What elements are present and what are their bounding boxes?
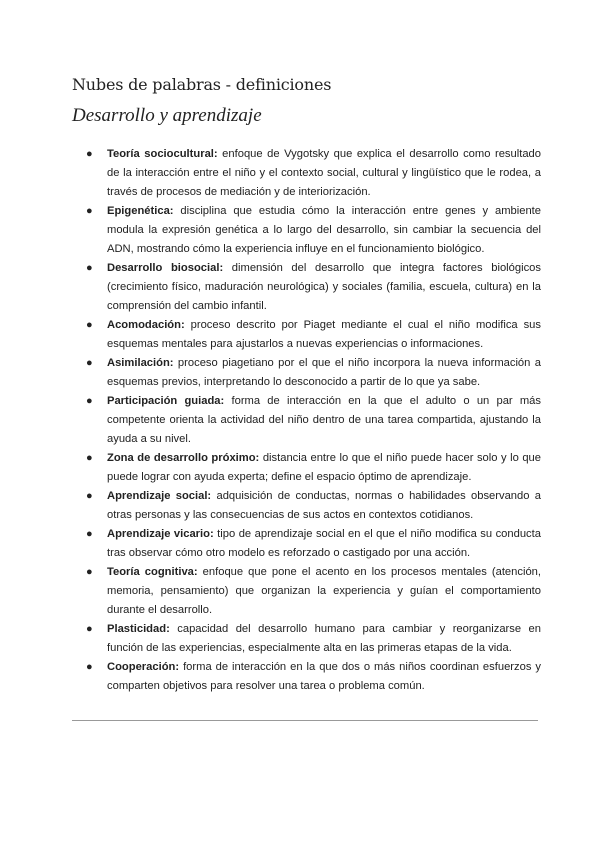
bullet-icon: ● bbox=[86, 395, 93, 407]
bullet-icon: ● bbox=[86, 661, 93, 673]
definition-text: forma de interacción en la que el adulto o un par más competente orienta la actividad del niño dentro de una tarea compartida, ajustando la ayuda a su nivel. bbox=[107, 395, 541, 445]
definition-text: enfoque de Vygotsky que explica el desarrollo como resultado de la interacción entre el niño y el contexto social, cultural y lingüístico que le rodea, a través de procesos de mediación y de interiorización. bbox=[107, 148, 542, 198]
definition-term: Zona de desarrollo próximo: bbox=[107, 452, 260, 464]
definition-term: Desarrollo biosocial: bbox=[107, 262, 224, 274]
definition-term: Aprendizaje social: bbox=[107, 490, 212, 502]
definition-text: adquisición de conductas, normas o habilidades observando a otras personas y las consecuencias de sus actos en contextos cotidianos. bbox=[107, 490, 541, 521]
definition-term: Participación guiada: bbox=[107, 395, 225, 407]
page-title: Nubes de palabras - definiciones bbox=[72, 75, 332, 94]
bullet-icon: ● bbox=[86, 319, 93, 331]
definition-term: Asimilación: bbox=[107, 357, 174, 369]
definition-list bbox=[86, 145, 541, 696]
list-item bbox=[86, 563, 541, 620]
list-item bbox=[86, 316, 541, 354]
bullet-icon: ● bbox=[86, 357, 93, 369]
definition-term: Teoría cognitiva: bbox=[107, 566, 198, 578]
bullet-icon: ● bbox=[86, 566, 93, 578]
definition-term: Plasticidad: bbox=[107, 623, 170, 635]
bullet-icon: ● bbox=[86, 528, 93, 540]
definition-term: Teoría sociocultural: bbox=[107, 148, 218, 160]
section-subtitle: Desarrollo y aprendizaje bbox=[72, 105, 262, 126]
definition-term: Aprendizaje vicario: bbox=[107, 528, 214, 540]
list-item bbox=[86, 658, 541, 696]
list-item bbox=[86, 392, 541, 449]
list-item bbox=[86, 259, 541, 316]
list-item bbox=[86, 449, 541, 487]
bullet-icon: ● bbox=[86, 205, 93, 217]
definition-text: proceso piagetiano por el que el niño incorpora la nueva información a esquemas previos, interpretando lo desconocido a partir de lo que ya sabe. bbox=[107, 357, 541, 388]
list-item bbox=[86, 354, 541, 392]
bullet-icon: ● bbox=[86, 452, 93, 464]
definition-text: dimensión del desarrollo que integra factores biológicos (crecimiento físico, maduración neurológica) y sociales (familia, escuela, cultura) en la comprensión del cambio infantil. bbox=[107, 262, 541, 312]
definition-text: capacidad del desarrollo humano para cambiar y reorganizarse en función de las experiencias, especialmente alta en las primeras etapas de la vida. bbox=[107, 623, 541, 654]
list-item bbox=[86, 620, 541, 658]
definition-term: Epigenética: bbox=[107, 205, 174, 217]
definition-term: Acomodación: bbox=[107, 319, 185, 331]
bullet-icon: ● bbox=[86, 148, 93, 160]
list-item bbox=[86, 487, 541, 525]
list-item bbox=[86, 145, 541, 202]
definition-text: disciplina que estudia cómo la interacción entre genes y ambiente modula la expresión genética a lo largo del desarrollo, sin cambiar la secuencia del ADN, mostrando cómo la experiencia influye en el funcionamiento biológico. bbox=[107, 205, 541, 255]
bullet-icon: ● bbox=[86, 490, 93, 502]
footer-divider bbox=[72, 720, 538, 721]
definition-text: distancia entre lo que el niño puede hacer solo y lo que puede lograr con ayuda experta; define el espacio óptimo de aprendizaje. bbox=[107, 452, 541, 483]
definition-text: enfoque que pone el acento en los procesos mentales (atención, memoria, pensamiento) que organizan la experiencia y guían el comportamiento durante el desarrollo. bbox=[107, 566, 541, 616]
definition-text: forma de interacción en la que dos o más niños coordinan esfuerzos y comparten objetivos para resolver una tarea o problema común. bbox=[107, 661, 541, 692]
list-item bbox=[86, 525, 541, 563]
definition-text: proceso descrito por Piaget mediante el cual el niño modifica sus esquemas mentales para ajustarlos a nuevas experiencias o informaciones. bbox=[107, 319, 541, 350]
definition-term: Cooperación: bbox=[107, 661, 180, 673]
definition-text: tipo de aprendizaje social en el que el niño modifica su conducta tras observar cómo otro modelo es reforzado o castigado por una acción. bbox=[107, 528, 541, 559]
list-item bbox=[86, 202, 541, 259]
bullet-icon: ● bbox=[86, 262, 93, 274]
bullet-icon: ● bbox=[86, 623, 93, 635]
